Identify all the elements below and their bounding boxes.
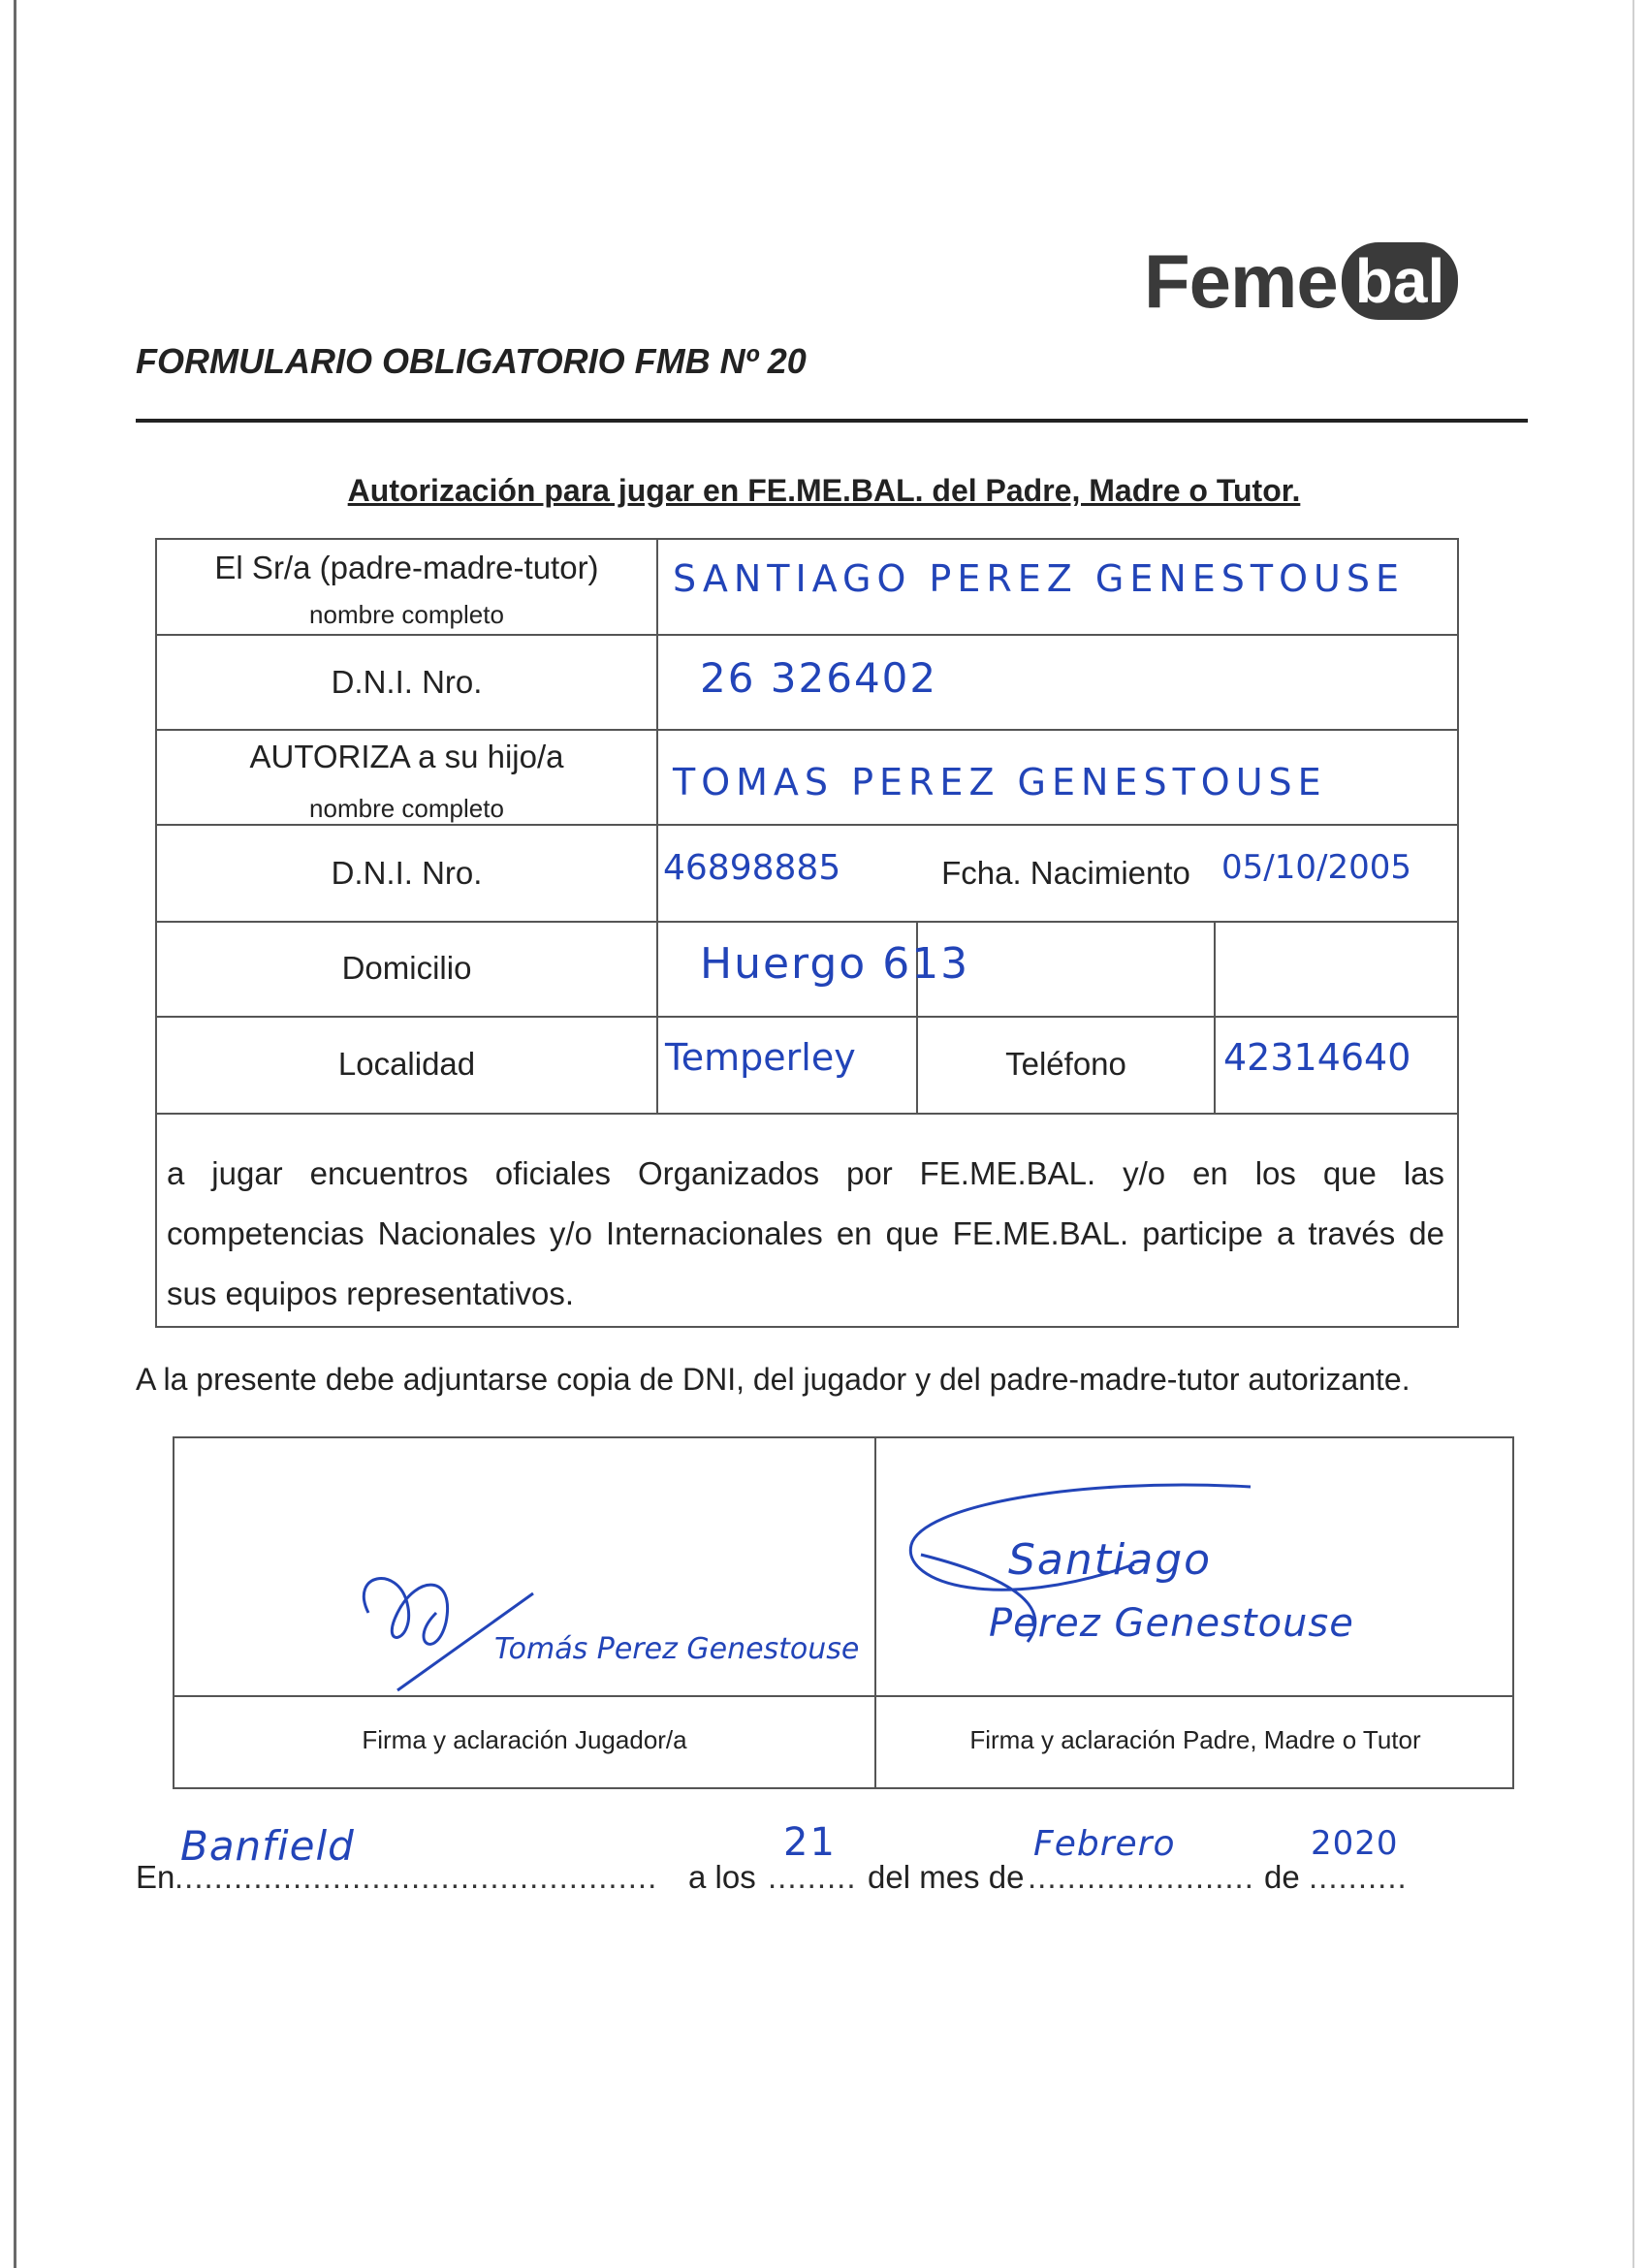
phone-label: Teléfono: [1005, 1046, 1126, 1082]
logo-badge: bal: [1342, 242, 1458, 320]
row-divider: [157, 824, 1457, 826]
child-dni-label: D.N.I. Nro.: [331, 855, 483, 891]
form-subtitle: Autorización para jugar en FE.ME.BAL. del Padre, Madre o Tutor.: [347, 473, 1301, 508]
day-dots: .........: [768, 1859, 857, 1895]
birth-date-field[interactable]: 05/10/2005: [1221, 848, 1411, 887]
child-name-field[interactable]: TOMAS PEREZ GENESTOUSE: [673, 761, 1327, 803]
guardian-signature-caption: Firma y aclaración Padre, Madre o Tutor: [969, 1725, 1421, 1754]
parent-label: El Sr/a (padre-madre-tutor): [214, 550, 599, 585]
form-title: FORMULARIO OBLIGATORIO FMB Nº 20: [136, 341, 807, 381]
place-dots: .................................................: [174, 1859, 658, 1895]
column-divider: [656, 540, 658, 1113]
row-divider: [157, 634, 1457, 636]
row-divider: [157, 1016, 1457, 1018]
parent-name-hint: nombre completo: [309, 600, 504, 629]
column-divider: [1214, 1016, 1216, 1113]
authorizes-label: AUTORIZA a su hijo/a: [249, 739, 564, 774]
child-dni-field[interactable]: 46898885: [663, 848, 841, 888]
player-signature[interactable]: Tomás Perez Genestouse: [494, 1632, 860, 1666]
footer-mes-label: del mes de: [868, 1859, 1025, 1895]
femebal-logo: [1144, 237, 1458, 325]
parent-dni-field[interactable]: 26 326402: [700, 654, 938, 702]
column-divider: [1214, 921, 1216, 1018]
address-field[interactable]: Huergo 613: [700, 939, 970, 989]
scan-edge-right: [1632, 0, 1634, 2268]
year-field[interactable]: 2020: [1311, 1824, 1399, 1863]
footer-de-label: de: [1264, 1859, 1300, 1895]
child-name-hint: nombre completo: [309, 794, 504, 823]
signature-box: [173, 1436, 1514, 1789]
scan-edge-left: [14, 0, 16, 2268]
phone-field[interactable]: 42314640: [1223, 1036, 1411, 1079]
footer-en-label: En: [136, 1859, 175, 1895]
year-dots: ..........: [1309, 1859, 1408, 1895]
guardian-signature-line2[interactable]: Perez Genestouse: [989, 1601, 1354, 1646]
logo-text: Feme: [1144, 237, 1338, 324]
month-field[interactable]: Febrero: [1033, 1824, 1176, 1864]
row-divider: [157, 921, 1457, 923]
city-label: Localidad: [337, 1046, 476, 1082]
parent-dni-label: D.N.I. Nro.: [331, 664, 483, 700]
guardian-signature-line1[interactable]: Santiago: [1008, 1535, 1213, 1585]
player-signature-scribble: [339, 1555, 843, 1700]
row-divider: [157, 1113, 1457, 1115]
attachment-note: A la presente debe adjuntarse copia de DNI, del jugador y del padre-madre-tutor autorizante.: [136, 1362, 1410, 1397]
player-signature-caption: Firma y aclaración Jugador/a: [362, 1725, 687, 1754]
city-field[interactable]: Temperley: [665, 1036, 856, 1079]
footer-a-los-label: a los: [688, 1859, 756, 1895]
place-field[interactable]: Banfield: [180, 1822, 355, 1870]
day-field[interactable]: 21: [783, 1820, 837, 1865]
authorization-paragraph: a jugar encuentros oficiales Organizados por FE.ME.BAL. y/o en los que las competencias Nacionales y/o Internacionales en que FE.ME.BAL. participe a través de sus equipos representativos.: [167, 1155, 1444, 1311]
parent-name-field[interactable]: SANTIAGO PEREZ GENESTOUSE: [673, 557, 1405, 600]
title-rule: [136, 419, 1528, 423]
month-dots: .......................: [1028, 1859, 1254, 1895]
address-label: Domicilio: [341, 950, 472, 986]
birth-date-label: Fcha. Nacimiento: [941, 855, 1190, 891]
row-divider: [157, 729, 1457, 731]
